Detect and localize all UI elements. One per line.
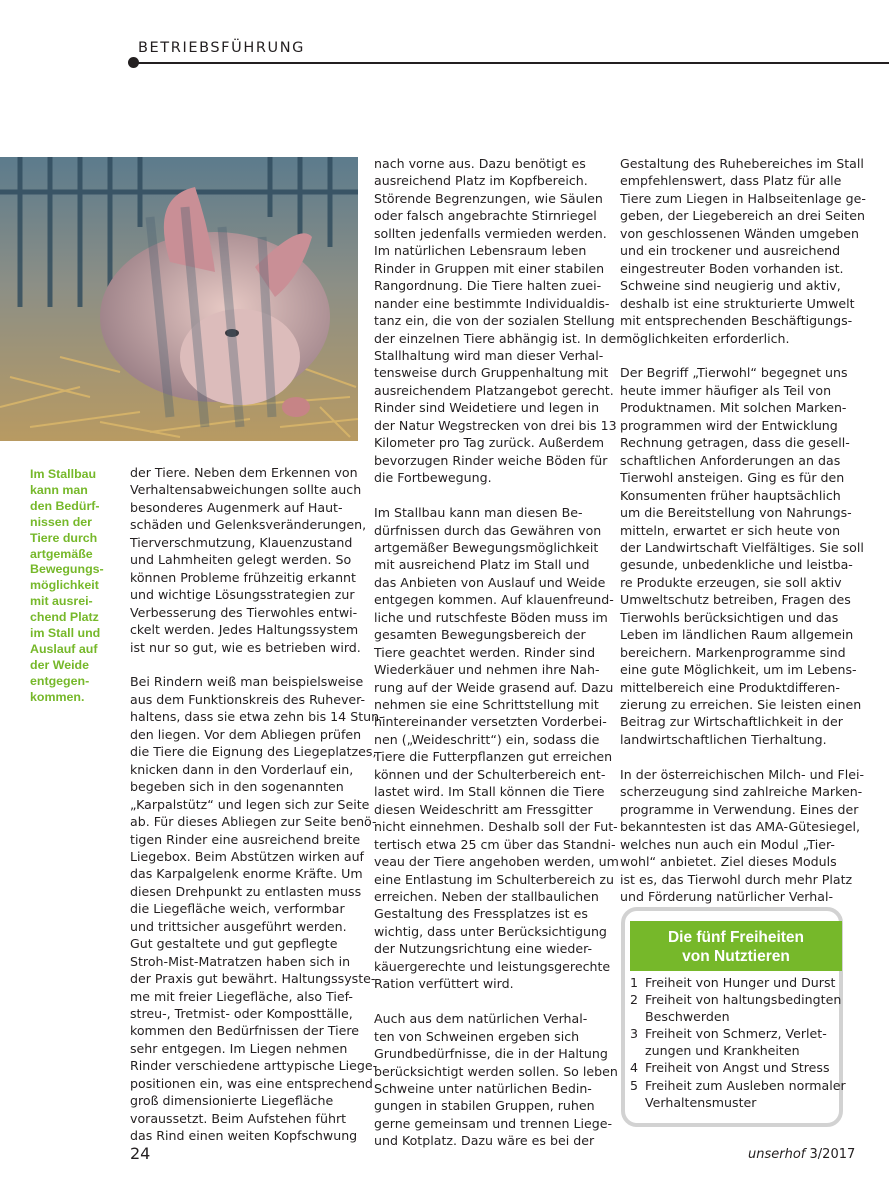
list-item: [630, 1025, 842, 1059]
piglet-photo: [0, 157, 358, 441]
list-item: [630, 991, 842, 1025]
caption-line: Im Stallbau: [30, 467, 97, 481]
caption-line: chend Platz: [30, 610, 99, 625]
piglet-illustration: [0, 157, 358, 441]
info-box-title-line: Die fünf Freiheiten: [667, 929, 805, 946]
caption-line: Bewegungs-: [30, 562, 104, 577]
article-column-3: [620, 155, 866, 905]
list-item: [630, 1077, 846, 1111]
list-text: Freiheit zum Ausleben normaler Verhaltensmuster: [645, 1077, 846, 1110]
paragraph: nach vorne aus. Dazu benötigt es ausreichend Platz im Kopfbereich. Störende Begrenzungen, wie Säulen oder falsch angebrachte Stirnriegel sollten jedenfalls vermieden werden. Im natürlichen Lebensraum leben Rinder in Gruppen mit einer stabilen Rangordnung. Die Tiere halten zuei- nander eine bestimmte Individualdis- tanz ein, die von der sozialen Stellung der einzelnen Tiere abhängig ist. In der Stallhaltung wird man dieser Verhal- tensweise durch Gruppenhaltung mit ausreichendem Platzangebot gerecht. Rinder sind Weidetiere und legen in der Natur Wegstrecken von drei bis 13 Kilometer pro Tag zurück. Außerdem bevorzugen Rinder weiche Böden für die Fortbewegung.: [374, 156, 622, 486]
caption-line: im Stall und: [30, 626, 101, 641]
header-rule: [131, 62, 889, 64]
paragraph: Der Begriff „Tierwohl“ begegnet uns heute immer häufiger als Teil von Produktnamen. Mit solchen Marken- programmen wird der Entwicklung Rechnung getragen, dass die gesell- schaftlichen Anforderungen an das Tierwohl ansteigen. Ging es für den Konsumenten früher hauptsächlich um die Bereitstellung von Nahrungs- mitteln, erwartet er sich heute von der Landwirtschaft Vielfältiges. Sie soll gesunde, unbedenkliche und leistba- re Produkte erzeugen, sie soll aktiv Umweltschutz betreiben, Fragen des Tierwohls berücksichtigen und das Leben im ländlichen Raum allgemein bereichern. Markenprogramme sind eine gute Möglichkeit, um im Lebens- mittelbereich eine Produktdifferen- zierung zu erreichen. Sie leisten einen Beitrag zur Wirtschaftlichkeit in der landwirtschaftlichen Tierhaltung.: [620, 365, 864, 747]
caption-line: den Bedürf-: [30, 498, 100, 513]
paragraph: der Tiere. Neben dem Erkennen von Verhaltensabweichungen sollte auch besonderes Augenmerk auf Haut- schäden und Gelenksveränderungen, Tierverschmutzung, Klauenzustand und Lahmheiten gelegt werden. So können Probleme frühzeitig erkannt und wichtige Lösungsstrategien zur Verbesserung des Tierwohles entwi- ckelt werden. Jedes Haltungssystem ist nur so gut, wie es betrieben wird.: [130, 465, 367, 655]
caption-line: Auslauf auf: [30, 641, 98, 656]
list-text: Freiheit von Hunger und Durst: [645, 975, 836, 990]
list-number: 2: [630, 992, 639, 1008]
article-column-2: [374, 155, 622, 1150]
caption-line: Tiere durch: [30, 530, 98, 545]
caption-line: kommen.: [30, 689, 85, 704]
info-box-title: [630, 921, 842, 971]
list-number: 5: [630, 1077, 639, 1093]
paragraph: Im Stallbau kann man diesen Be- dürfnissen durch das Gewähren von artgemäßer Bewegungsmöglichkeit mit ausreichend Platz im Stall und das Anbieten von Auslauf und Weide entgegen kommen. Auf klauenfreund- liche und rutschfeste Böden muss im gesamten Bewegungsbereich der Tiere geachtet werden. Rinder sind Wiederkäuer und nehmen ihre Nah- rung auf der Weide grasend auf. Dazu nehmen sie eine Schrittstellung mit hintereinander versetzten Vorderbei- nen („Weideschritt“) ein, sodass die Tiere die Futterpflanzen gut erreichen können und der Schulterbereich ent- lastet wird. Im Stall können die Tiere diesen Weideschritt am Fressgitter nicht einnehmen. Deshalb soll der Fut- tertisch etwa 25 cm über das Standni- veau der Tiere angehoben werden, um eine Entlastung im Schulterbereich zu erreichen. Neben der stallbaulichen Gestaltung des Fressplatzes ist es wichtig, dass unter Berücksichtigung der Nutzungsrichtung eine wieder- käuergerechte und leistungsgerechte Ration verfüttert wird.: [374, 505, 619, 992]
list-number: 3: [630, 1026, 639, 1042]
freedoms-list: [630, 974, 846, 1111]
paragraph: Gestaltung des Ruhebereiches im Stall empfehlenswert, dass Platz für alle Tiere zum Liegen in Halbseitenlage ge- geben, der Liegebereich an drei Seiten von geschlossenen Wänden umgeben und ein trockener und ausreichend eingestreuter Boden vorhanden ist. Schweine sind neugierig und aktiv, deshalb ist eine strukturierte Umwelt mit entsprechenden Beschäftigungs- möglichkeiten erforderlich.: [620, 156, 866, 346]
list-number: 4: [630, 1060, 639, 1076]
list-item: [630, 974, 842, 991]
article-column-1: [130, 464, 384, 1145]
list-text: Freiheit von Schmerz, Verlet- zungen und Krankheiten: [645, 1026, 827, 1059]
page-number: 24: [130, 1144, 151, 1163]
caption-line: entgegen-: [30, 673, 90, 688]
pull-quote: [30, 467, 104, 706]
list-text: Freiheit von haltungsbedingten Beschwerden: [645, 992, 842, 1025]
caption-line: mit ausrei-: [30, 594, 93, 609]
caption-line: nissen der: [30, 514, 92, 529]
magazine-name: unserhof: [748, 1147, 806, 1162]
info-box-title-line: von Nutztieren: [682, 948, 790, 965]
list-text: Freiheit von Angst und Stress: [645, 1060, 830, 1076]
paragraph: In der österreichischen Milch- und Flei- scherzeugung sind zahlreiche Marken- programme in Verwendung. Eines der bekanntesten ist das AMA-Gütesiegel, welches nun auch ein Modul „Tier- wohl“ anbietet. Ziel dieses Moduls ist es, das Tierwohl durch mehr Platz und Förderung natürlicher Verhal-: [620, 766, 865, 904]
section-header: BETRIEBSFÜHRUNG: [138, 40, 306, 56]
paragraph: Bei Rindern weiß man beispielsweise aus dem Funktionskreis des Ruhever- haltens, dass sie etwa zehn bis 14 Stun- den liegen. Vor dem Abliegen prüfen die Tiere die Eignung des Liegeplatzes, knicken dann in den Vorderlauf ein, begeben sich in den sogenannten „Karpalstütz“ und legen sich zur Seite ab. Für dieses Abliegen zur Seite benö- tigen Rinder eine ausreichend breite Liegebox. Beim Abstützen wirken auf das Karpalgelenk enorme Kräfte. Um diesen Drehpunkt zu entlasten muss die Liegefläche weich, verformbar und trittsicher ausgeführt werden. Gut gestaltete und gut gepflegte Stroh-Mist-Matratzen haben sich in der Praxis gut bewährt. Haltungssyste- me mit freier Liegefläche, also Tief- streu-, Tretmist- oder Komposttälle, kommen den Bedürfnissen der Tiere sehr entgegen. Im Liegen nehmen Rinder verschiedene arttypische Liege- positionen ein, was eine entsprechend groß dimensionierte Liegefläche voraussetzt. Beim Aufstehen führt das Rind einen weiten Kopfschwung: [130, 674, 384, 1144]
list-number: 1: [630, 975, 639, 990]
caption-line: der Weide: [30, 657, 89, 672]
list-item: [630, 1059, 842, 1076]
caption-line: möglichkeit: [30, 578, 99, 593]
piglet-snout: [282, 397, 310, 417]
caption-line: artgemäße: [30, 546, 93, 561]
issue-number: 3/2017: [809, 1147, 856, 1162]
paragraph: Auch aus dem natürlichen Verhal- ten von Schweinen ergeben sich Grundbedürfnisse, die in der Haltung berücksichtigt werden sollen. So leben Schweine unter natürlichen Bedin- gungen in stabilen Gruppen, ruhen gerne gemeinsam und trennen Liege- und Kotplatz. Dazu wäre es bei der: [374, 1011, 618, 1149]
caption-line: kann man: [30, 482, 88, 497]
magazine-issue: [748, 1147, 855, 1162]
